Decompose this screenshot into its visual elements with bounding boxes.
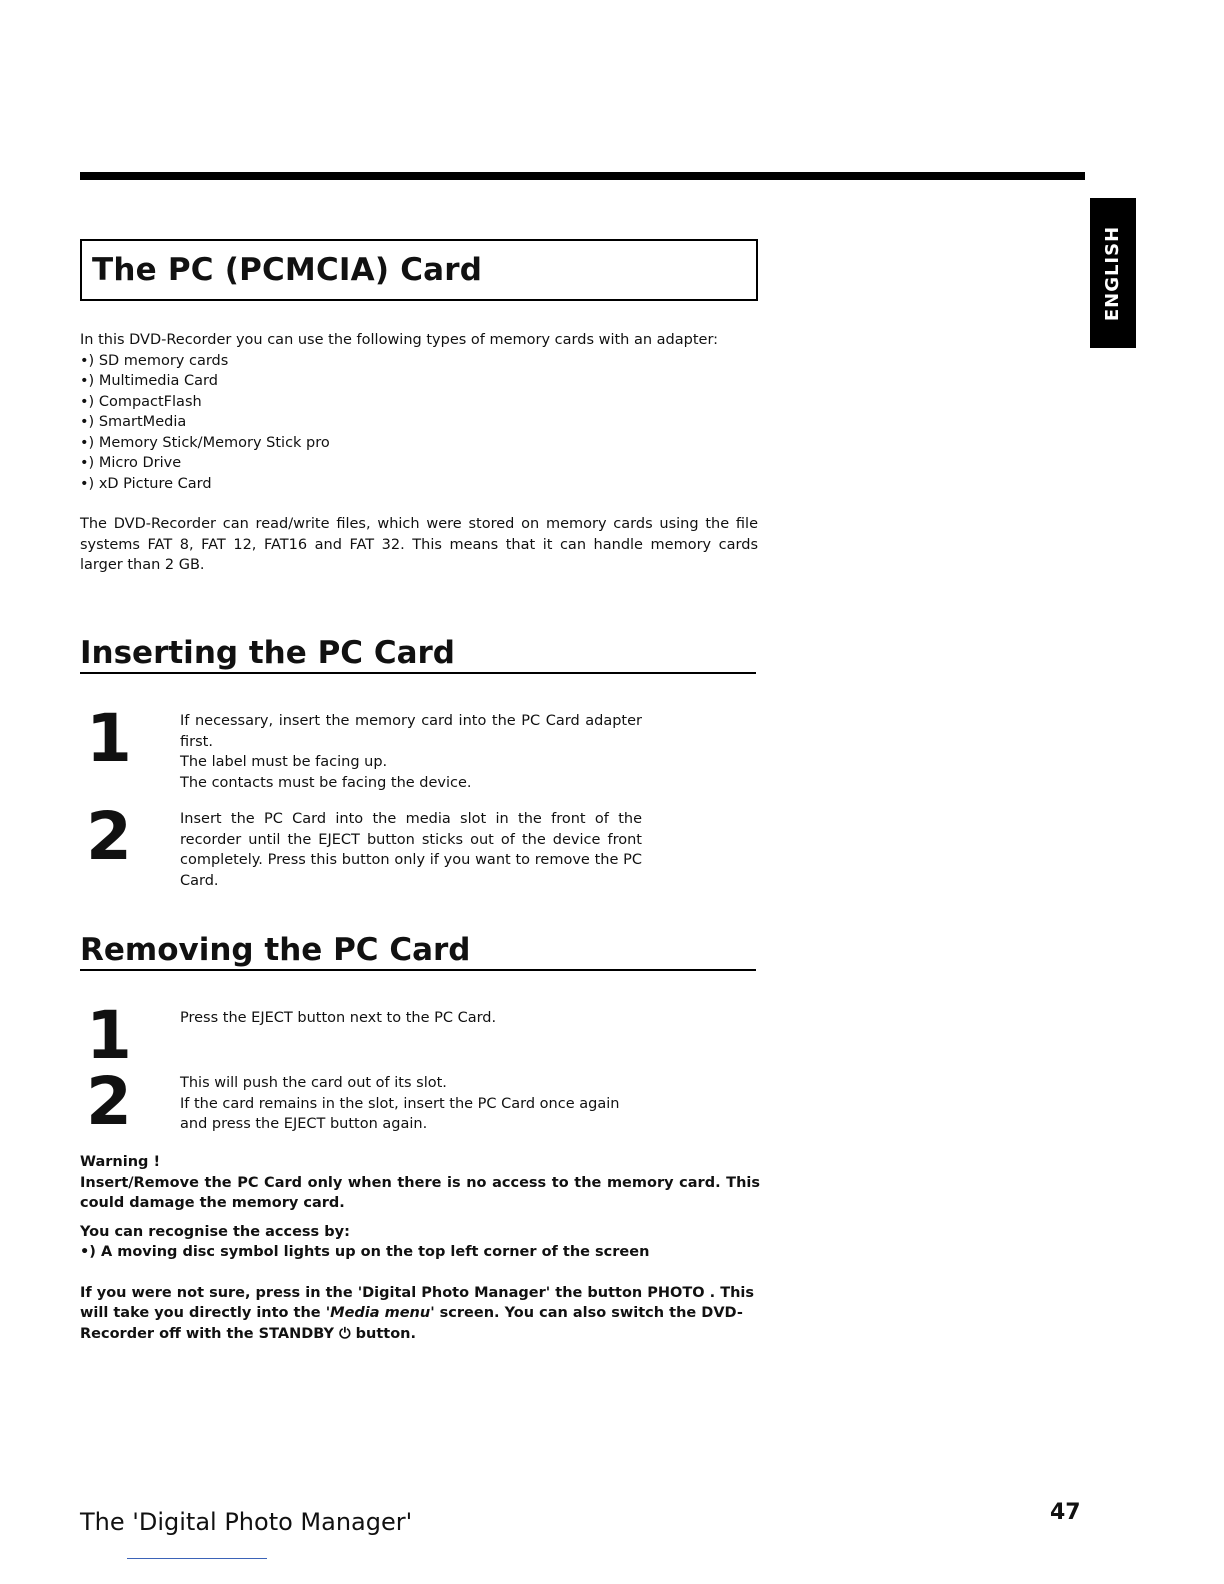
warning-label: Warning ! — [80, 1154, 161, 1170]
footer-underline — [127, 1558, 267, 1559]
file-systems-paragraph: The DVD-Recorder can read/write files, which were stored on memory cards using the file systems FAT 8, FAT 12, FAT16 and FAT 32. This means that it can handle memory cards larger than 2 GB. — [80, 516, 758, 573]
unsure-paragraph — [80, 1283, 760, 1345]
media-menu-term: Media menu — [330, 1305, 431, 1321]
list-item: •) CompactFlash — [80, 393, 202, 410]
language-tab-label: ENGLISH — [1102, 225, 1124, 321]
list-item: •) SmartMedia — [80, 414, 187, 430]
insert-step-1-line: The label must be facing up. — [180, 754, 388, 770]
insert-step-1-line: The contacts must be facing the device. — [180, 774, 472, 791]
standby-icon: ⏻ — [339, 1325, 351, 1342]
list-item: •) Micro Drive — [80, 455, 182, 471]
remove-step-2-number: 2 — [86, 1063, 132, 1140]
insert-step-1-line: If necessary, insert the memory card into the PC Card adapter first. — [180, 713, 642, 750]
page-title: The PC (PCMCIA) Card — [92, 252, 483, 288]
recognise-label: You can recognise the access by: — [80, 1223, 350, 1240]
insert-step-2-number: 2 — [86, 798, 132, 875]
remove-step-2-line: If the card remains in the slot, insert the PC Card once again and press the EJECT button again. — [180, 1095, 620, 1132]
top-rule — [80, 172, 1085, 180]
intro-lead: In this DVD-Recorder you can use the following types of memory cards with an adapter: — [80, 332, 719, 348]
removing-section-header — [80, 931, 756, 971]
remove-step-1-text: Press the EJECT button next to the PC Card. — [180, 1010, 497, 1026]
inserting-section-header — [80, 634, 756, 674]
remove-step-2-line: This will push the card out of its slot. — [180, 1075, 447, 1091]
footer-title: The 'Digital Photo Manager' — [80, 1508, 413, 1536]
remove-step-2-text — [180, 1073, 642, 1135]
list-item: •) Memory Stick/Memory Stick pro — [80, 434, 330, 451]
remove-step-1-number: 1 — [86, 997, 132, 1074]
unsure-text-2: ' screen. You can also switch the DVD-Recorder off with the STANDBY — [80, 1305, 743, 1342]
unsure-text-1: If you were not sure, press in the 'Digital Photo Manager' the button PHOTO . This will take you directly into the ' — [80, 1284, 755, 1321]
inserting-heading: Inserting the PC Card — [80, 635, 455, 671]
intro-section — [80, 330, 760, 494]
removing-heading: Removing the PC Card — [80, 932, 471, 968]
list-item: •) SD memory cards — [80, 352, 229, 369]
insert-step-1-number: 1 — [86, 700, 132, 777]
title-box — [80, 239, 758, 301]
insert-step-1-text — [180, 711, 642, 793]
language-tab — [1090, 198, 1136, 348]
unsure-text-3: button. — [350, 1325, 416, 1342]
page-number: 47 — [1050, 1500, 1081, 1525]
warning-block — [80, 1152, 760, 1344]
list-item: •) Multimedia Card — [80, 373, 218, 389]
warning-text: Insert/Remove the PC Card only when there is no access to the memory card. This could damage the memory card. — [80, 1174, 760, 1211]
insert-step-2-text: Insert the PC Card into the media slot in the front of the recorder until the EJECT button sticks out of the device front completely. Press this button only if you want to remove the PC Card. — [180, 811, 642, 889]
access-bullet: •) A moving disc symbol lights up on the top left corner of the screen — [80, 1244, 650, 1260]
card-type-list — [80, 351, 760, 495]
list-item: •) xD Picture Card — [80, 475, 212, 492]
